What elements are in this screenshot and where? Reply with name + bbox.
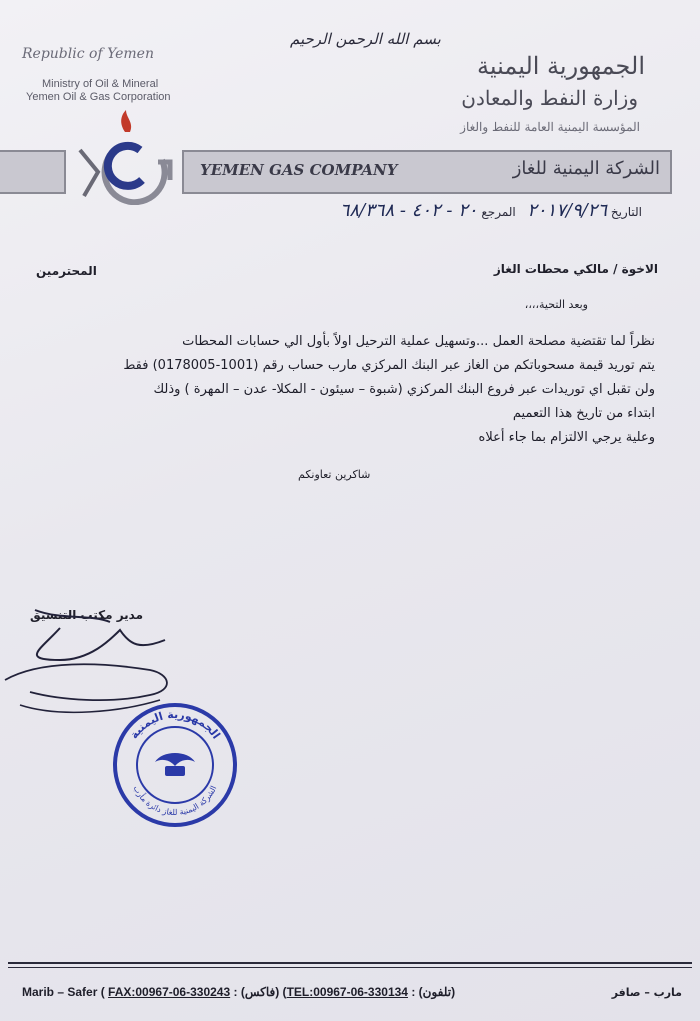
republic-en: Republic of Yemen xyxy=(22,46,154,62)
ref-value: ٢٠ - ٤٠٢ - ٦٨/٣٦٨ xyxy=(339,200,478,221)
date-value: ٢٠١٧/٩/٢٦ xyxy=(527,200,608,221)
company-name-en: YEMEN GAS COMPANY xyxy=(200,161,398,179)
stamp-text-top: الجمهورية اليمنية xyxy=(127,707,223,742)
body-line: ابتداء من تاريخ هذا التعميم xyxy=(512,406,655,421)
thanks-line: شاكرين تعاونكم xyxy=(298,468,371,481)
footer-rule xyxy=(8,962,692,968)
ministry-en: Ministry of Oil & Mineral xyxy=(42,78,159,90)
ref-label: المرجع xyxy=(481,205,516,219)
bismillah: بسم الله الرحمن الرحيم xyxy=(290,30,441,48)
date-reference-line xyxy=(340,200,642,221)
ministry-ar: وزارة النفط والمعادن xyxy=(461,86,638,110)
footer-fax: FAX:00967-06-330243 xyxy=(108,985,231,999)
footer-contact: Marib – Safer ( FAX:00967-06-330243 : (فاكس) (TEL:00967-06-330134 : (تلفون) xyxy=(22,985,456,999)
greeting: وبعد التحية،،،، xyxy=(524,298,588,311)
footer-tel-ar: : (تلفون) xyxy=(411,985,456,999)
company-name-ar: الشركة اليمنية للغاز xyxy=(512,158,660,179)
footer-fax-ar: : (فاكس) xyxy=(233,985,280,999)
stamp-text-bottom: الشركة اليمنية للغاز دائرة مأرب xyxy=(131,784,219,818)
body-line: ولن تقبل اي توريدات عبر فروع البنك المركزي (شبوة – سيئون - المكلا- عدن – المهرة ) وذلك xyxy=(153,382,655,397)
honorific: المحترمين xyxy=(36,264,97,278)
header-band-left xyxy=(0,150,66,194)
letter-body xyxy=(35,330,655,450)
republic-ar: الجمهورية اليمنية xyxy=(476,52,645,80)
corporation-en: Yemen Oil & Gas Corporation xyxy=(26,91,171,103)
date-label: التاريخ xyxy=(610,205,642,219)
footer-tel: TEL:00967-06-330134 xyxy=(286,985,408,999)
flame-icon xyxy=(121,110,131,132)
footer-city-en: Marib – Safer ( xyxy=(22,985,105,999)
body-line: يتم توريد قيمة مسحوباتكم من الغاز عبر البنك المركزي مارب حساب رقم (1001-0178005) فقط xyxy=(123,358,655,373)
signatory-title: مدير مكتب التنسيق xyxy=(30,608,144,622)
eagle-emblem-icon xyxy=(155,753,195,776)
yemen-gas-logo xyxy=(70,110,180,205)
corporation-ar: المؤسسة اليمنية العامة للنفط والغاز xyxy=(460,120,640,134)
official-stamp xyxy=(110,700,240,830)
body-line: نظراً لما تقتضية مصلحة العمل ...وتسهيل عملية الترحيل اولاً بأول الي حسابات المحطات xyxy=(182,334,655,349)
body-line: وعلية يرجي الالتزام بما جاء أعلاه xyxy=(478,430,655,445)
addressee: الاخوة / مالكي محطات الغاز xyxy=(493,262,658,276)
footer-city-ar: مارب – صافر xyxy=(611,986,682,999)
